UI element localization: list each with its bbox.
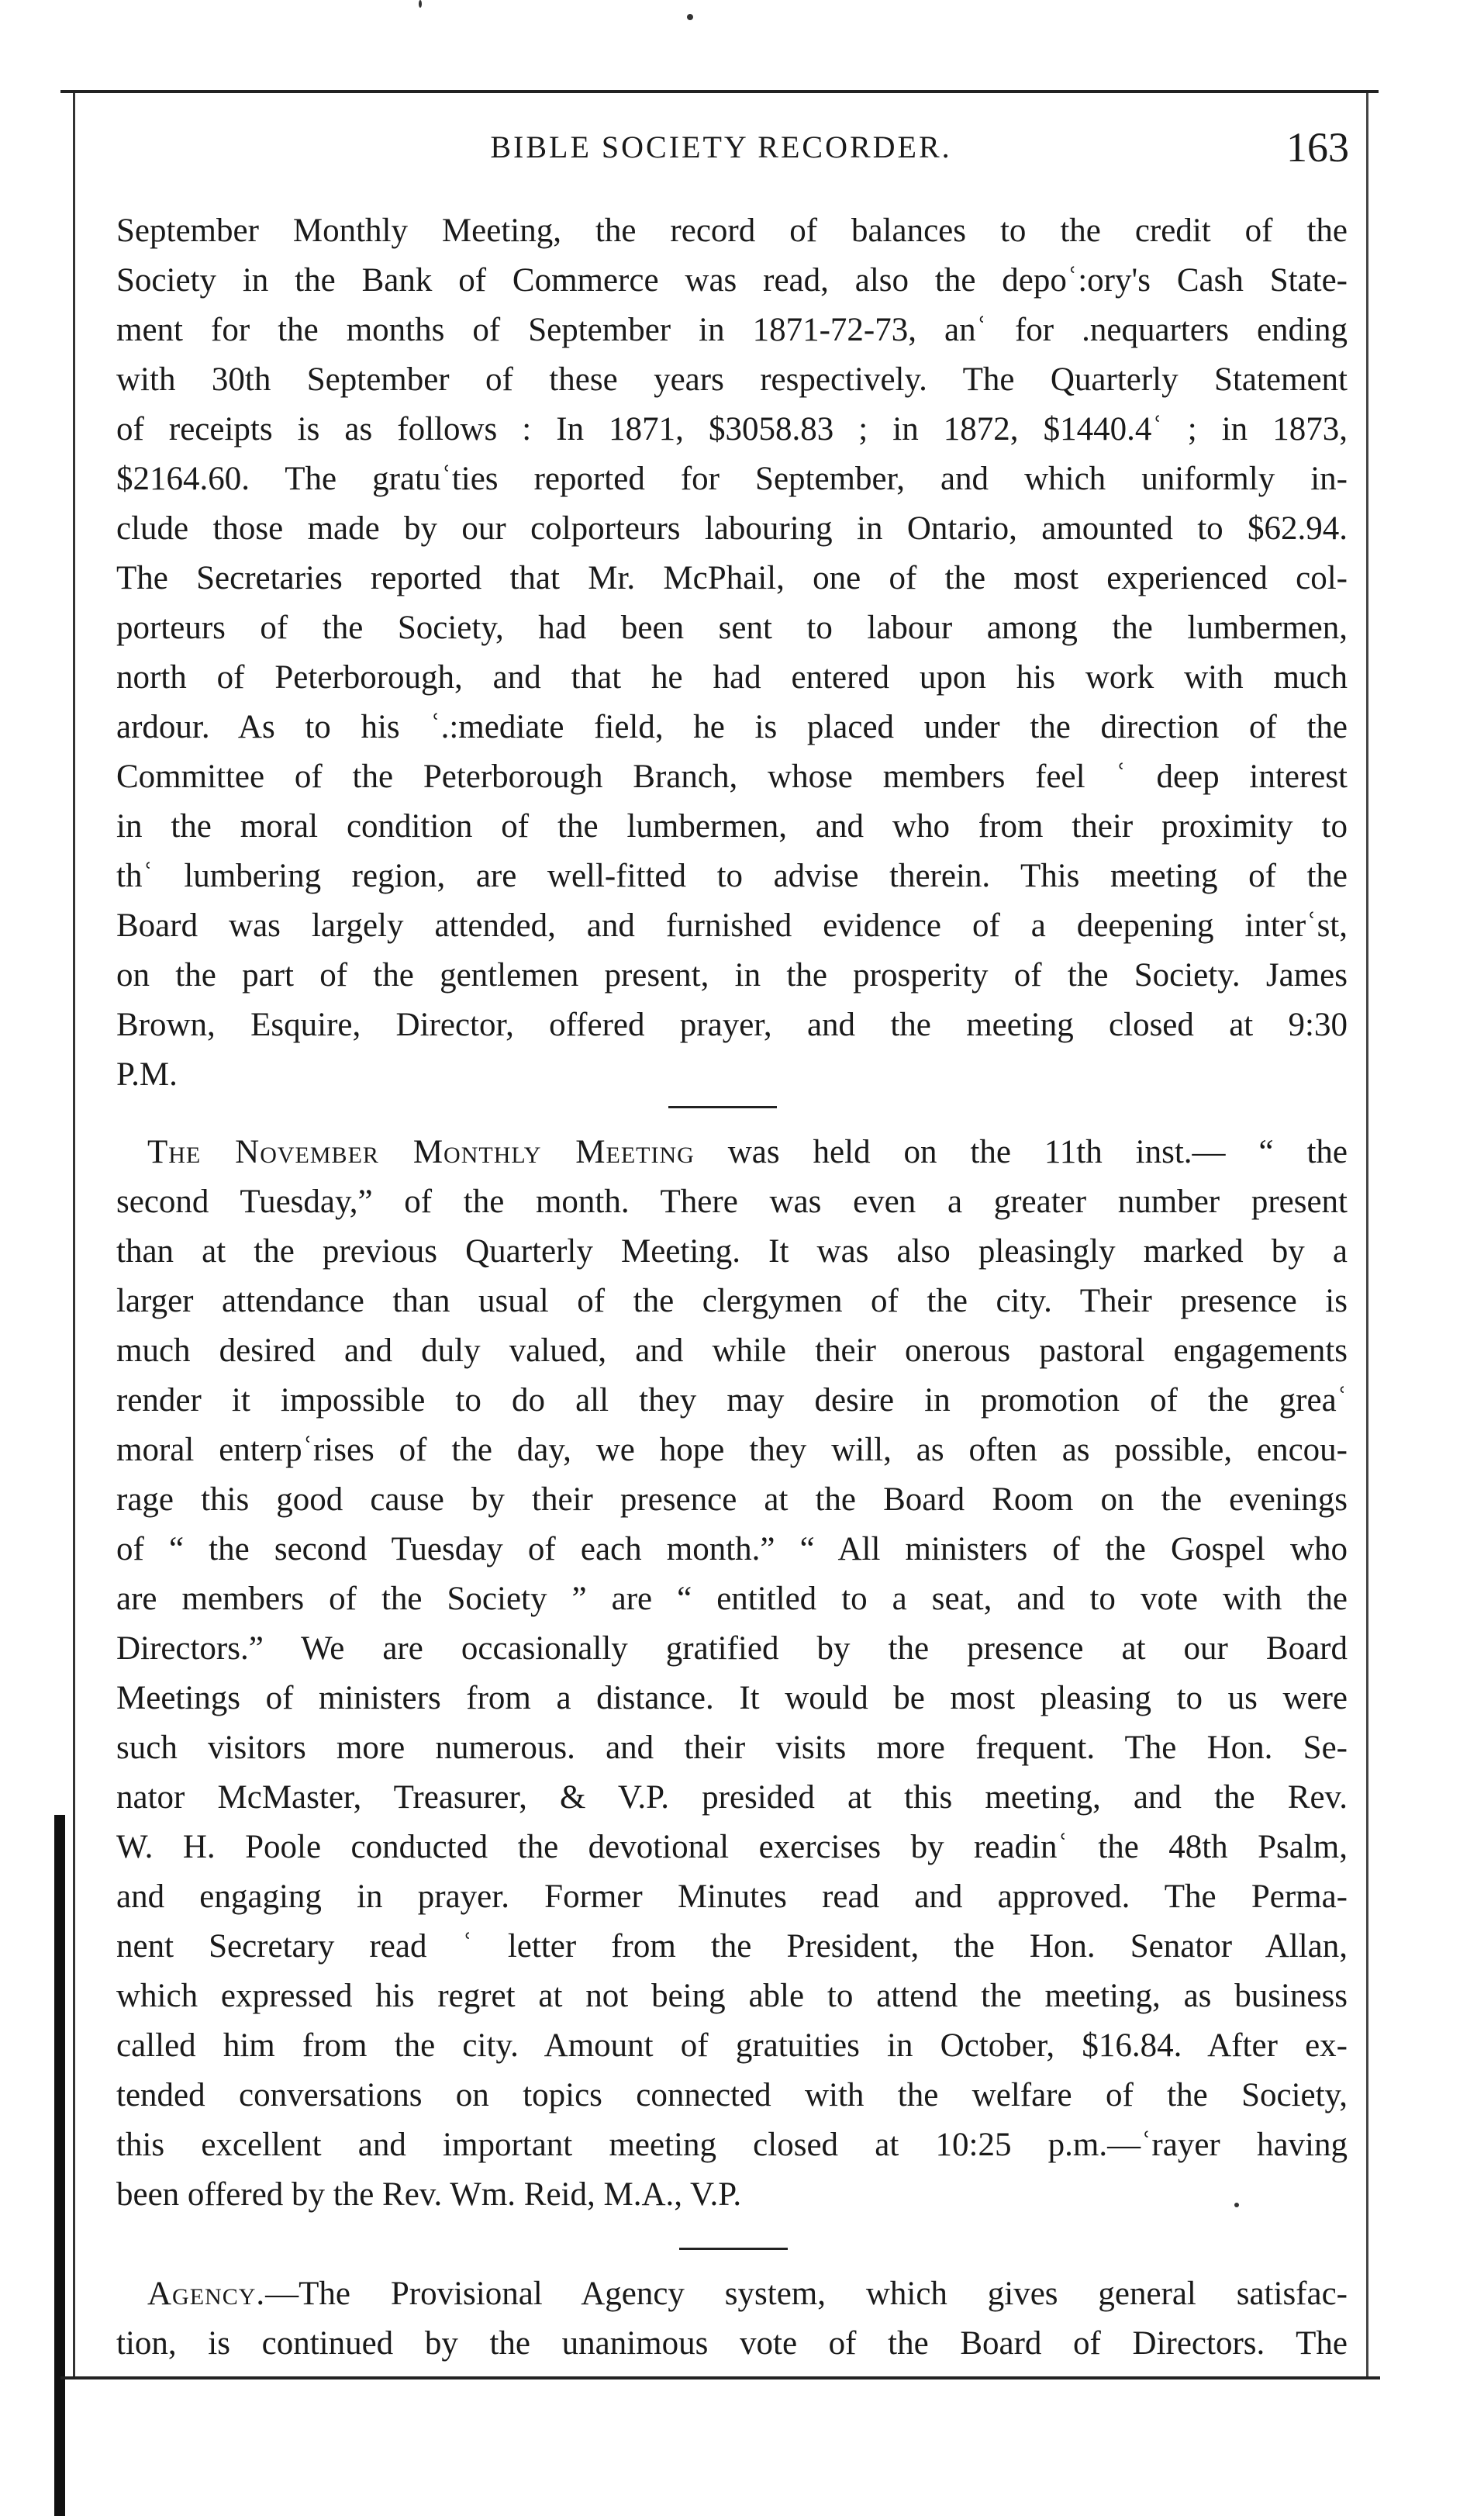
text-line: much desired and duly valued, and while their onerous pastoral engagements [116, 1332, 1348, 1369]
text-line: tion, is continued by the unanimous vote of the Board of Directors. The [116, 2325, 1348, 2362]
paragraph-september-meeting [116, 206, 1348, 1100]
text-line: Board was largely attended, and furnished evidence of a deepening interʿst, [116, 907, 1348, 944]
text-line: ment for the months of September in 1871-72-73, anʿ for .nequarters ending [116, 312, 1348, 348]
section-divider [679, 2248, 788, 2250]
text-line: rage this good cause by their presence at the Board Room on the evenings [116, 1481, 1348, 1518]
text-line: of receipts is as follows : In 1871, $3058.83 ; in 1872, $1440.4ʿ ; in 1873, [116, 411, 1348, 448]
text-line: $2164.60. The gratuʿties reported for September, and which uniformly in- [116, 461, 1348, 497]
text-line: Meetings of ministers from a distance. It would be most pleasing to us were [116, 1680, 1348, 1716]
text-line: such visitors more numerous. and their visits more frequent. The Hon. Se- [116, 1730, 1348, 1766]
section-heading: The November Monthly Meeting [147, 1134, 695, 1170]
right-border [1366, 93, 1368, 2378]
text-line: Committee of the Peterborough Branch, whose members feel ʿ deep interest [116, 759, 1348, 795]
text-line: nator McMaster, Treasurer, & V.P. presided at this meeting, and the Rev. [116, 1779, 1348, 1816]
ink-speck [419, 0, 422, 8]
text-line [116, 1128, 1348, 1177]
text-line: this excellent and important meeting closed at 10:25 p.m.—ʿrayer having [116, 2127, 1348, 2163]
text-line: porteurs of the Society, had been sent to labour among the lumbermen, [116, 610, 1348, 646]
text-line: thʿ lumbering region, are well-fitted to advise therein. This meeting of the [116, 858, 1348, 894]
text-line: are members of the Society ” are “ entitled to a seat, and to vote with the [116, 1581, 1348, 1617]
paragraph-agency [116, 2269, 1348, 2369]
text-line: Brown, Esquire, Director, offered prayer, and the meeting closed at 9:30 [116, 1007, 1348, 1043]
text-line: in the moral condition of the lumbermen, and who from their proximity to [116, 808, 1348, 845]
section-heading: Agency. [147, 2276, 266, 2312]
text-line: been offered by the Rev. Wm. Reid, M.A., V.P. [116, 2176, 742, 2213]
text-line: north of Peterborough, and that he had entered upon his work with much [116, 659, 1348, 696]
text-line: P.M. [116, 1056, 178, 1093]
left-border [73, 93, 75, 2378]
text-line [116, 2269, 1348, 2319]
text-line: than at the previous Quarterly Meeting. It was also pleasingly marked by a [116, 1233, 1348, 1270]
text-line: nent Secretary read ʿ letter from the President, the Hon. Senator Allan, [116, 1928, 1348, 1965]
text-line: ardour. As to his ʿ.:mediate field, he is placed under the direction of the [116, 709, 1348, 745]
text-line: moral enterpʿrises of the day, we hope they will, as often as possible, encou- [116, 1432, 1348, 1468]
ink-speck [687, 14, 693, 20]
text-line: W. H. Poole conducted the devotional exercises by readinʿ the 48th Psalm, [116, 1829, 1348, 1865]
text-line: of “ the second Tuesday of each month.” “ All ministers of the Gospel who [116, 1531, 1348, 1567]
text-line: larger attendance than usual of the clergymen of the city. Their presence is [116, 1283, 1348, 1319]
text-line: September Monthly Meeting, the record of balances to the credit of the [116, 213, 1348, 249]
paragraph-november-meeting [116, 1128, 1348, 2220]
text-line: Society in the Bank of Commerce was read, also the depoʿ:ory's Cash State- [116, 262, 1348, 299]
text-line: on the part of the gentlemen present, in the prosperity of the Society. James [116, 957, 1348, 994]
text-line: Directors.” We are occasionally gratified by the presence at our Board [116, 1630, 1348, 1667]
running-head [0, 124, 1484, 171]
binding-edge-shadow [54, 1815, 65, 2516]
text-line: tended conversations on topics connected with the welfare of the Society, [116, 2077, 1348, 2113]
page-number: 163 [1286, 124, 1349, 171]
text-line: render it impossible to do all they may desire in promotion of the greaʿ [116, 1382, 1348, 1419]
section-divider [668, 1106, 777, 1108]
text-line: clude those made by our colporteurs labouring in Ontario, amounted to $62.94. [116, 510, 1348, 547]
text-run: —The Provisional Agency system, which gives general satisfac- [265, 2276, 1348, 2312]
text-line: The Secretaries reported that Mr. McPhail, one of the most experienced col- [116, 560, 1348, 596]
bottom-rule [60, 2376, 1380, 2379]
text-line: with 30th September of these years respectively. The Quarterly Statement [116, 361, 1348, 398]
text-line: second Tuesday,” of the month. There was even a greater number present [116, 1184, 1348, 1220]
text-line: and engaging in prayer. Former Minutes read and approved. The Perma- [116, 1878, 1348, 1915]
top-rule [60, 90, 1379, 93]
text-run: was held on the 11th inst.— “ the [694, 1134, 1348, 1170]
text-line: called him from the city. Amount of gratuities in October, $16.84. After ex- [116, 2027, 1348, 2064]
running-title: BIBLE SOCIETY RECORDER. [490, 130, 952, 164]
text-line: which expressed his regret at not being able to attend the meeting, as business [116, 1978, 1348, 2014]
